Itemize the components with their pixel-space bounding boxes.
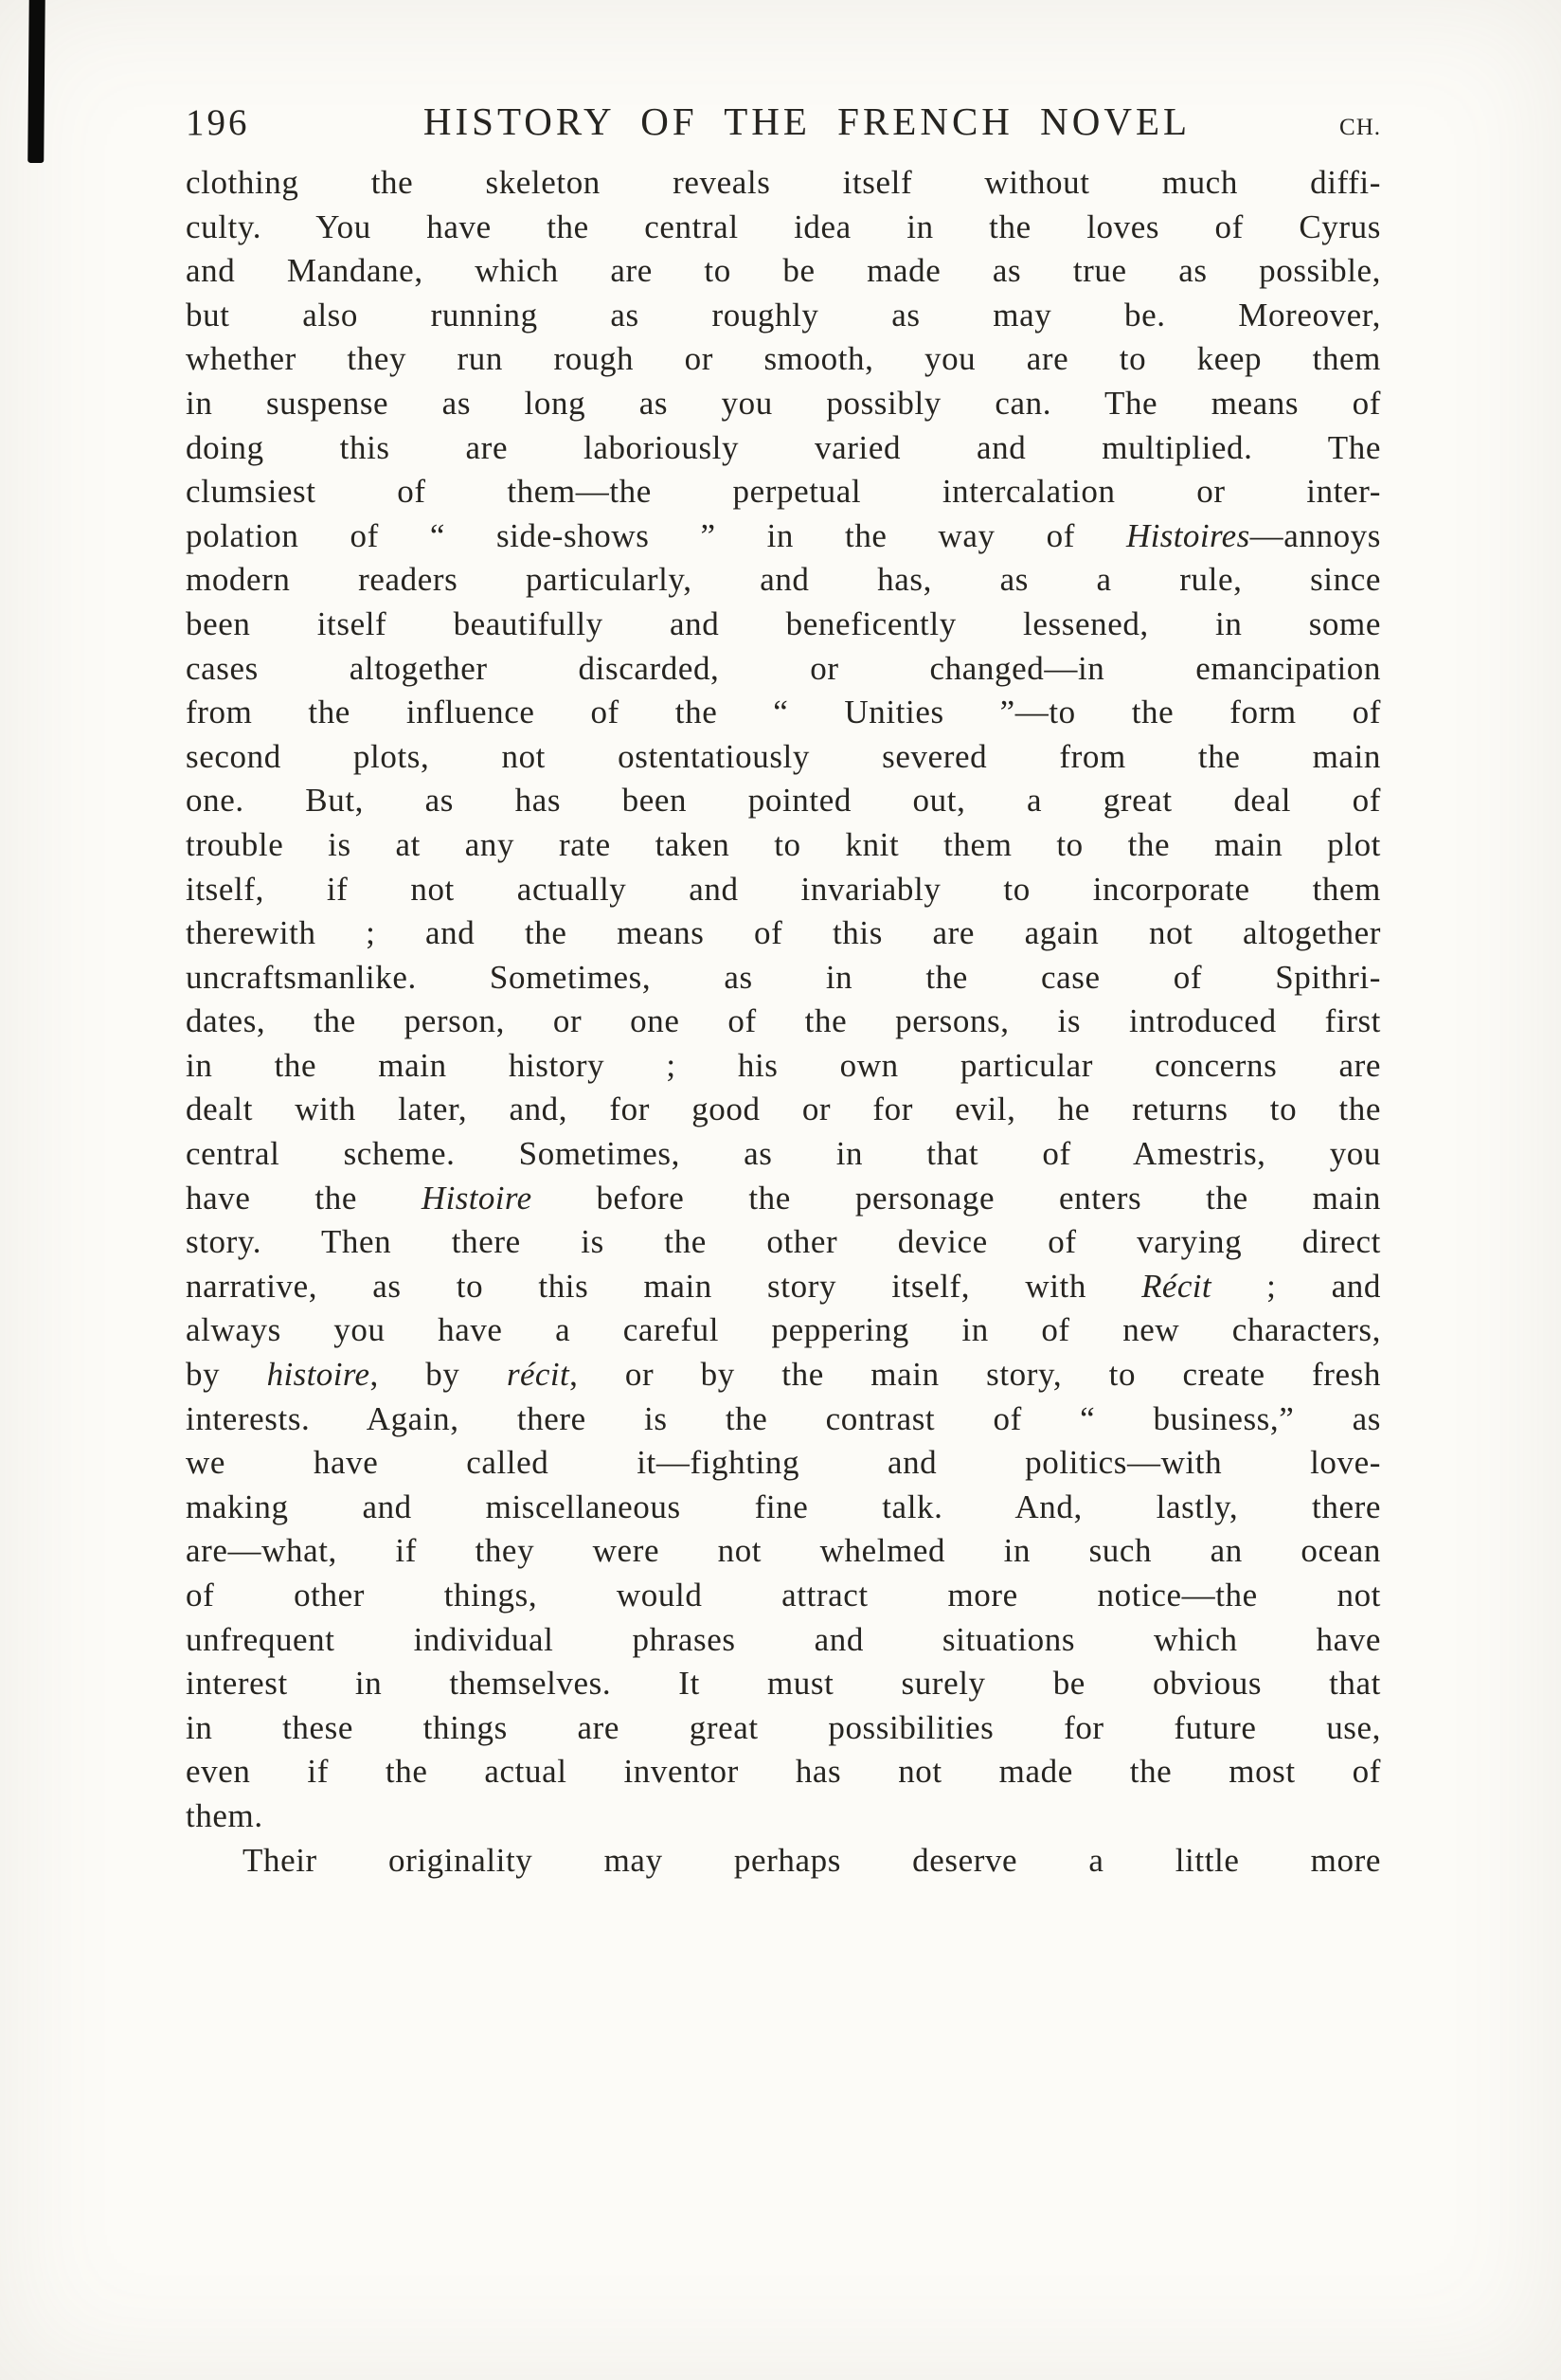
scan-artifact-mark bbox=[27, 0, 45, 163]
text-line: dates, the person, or one of the persons, is introduced first bbox=[186, 1002, 1381, 1040]
text-line: therewith ; and the means of this are again not altogether bbox=[186, 914, 1381, 952]
text-block bbox=[186, 161, 1381, 1883]
italic-text: récit bbox=[506, 1356, 570, 1394]
text-line: itself, if not actually and invariably to incorporate them bbox=[186, 870, 1381, 908]
text-line: we have called it—fighting and politics—with love- bbox=[186, 1444, 1381, 1482]
text-line: been itself beautifully and beneficently lessened, in some bbox=[186, 604, 1381, 642]
italic-text: Histoire bbox=[421, 1179, 532, 1217]
text-line: even if the actual inventor has not made the most of bbox=[186, 1753, 1381, 1791]
text-line: but also running as roughly as may be. Moreover, bbox=[186, 296, 1381, 334]
text-line: in these things are great possibilities for future use, bbox=[186, 1708, 1381, 1746]
italic-text: Récit bbox=[1141, 1267, 1212, 1305]
text-line: are—what, if they were not whelmed in such an ocean bbox=[186, 1532, 1381, 1570]
text-line: interest in themselves. It must surely be obvious that bbox=[186, 1665, 1381, 1703]
text-line: culty. You have the central idea in the loves of Cyrus bbox=[186, 207, 1381, 245]
text-line: clumsiest of them—the perpetual intercalation or inter- bbox=[186, 473, 1381, 511]
running-title: HISTORY OF THE FRENCH NOVEL bbox=[422, 99, 1192, 143]
text-line: clothing the skeleton reveals itself without much diffi- bbox=[186, 164, 1381, 201]
text-line: cases altogether discarded, or changed—in emancipation bbox=[186, 649, 1381, 687]
text-line: polation of “ side-shows ” in the way of Histoires—annoys bbox=[186, 516, 1381, 554]
text-line: always you have a careful peppering in of new characters, bbox=[186, 1311, 1381, 1349]
text-line: in the main history ; his own particular concerns are bbox=[186, 1046, 1381, 1084]
page-number: 196 bbox=[186, 102, 250, 143]
text-line: interests. Again, there is the contrast of “ business,” as bbox=[186, 1399, 1381, 1437]
text-line: and Mandane, which are to be made as true as possible, bbox=[186, 252, 1381, 290]
text-line: one. But, as has been pointed out, a great deal of bbox=[186, 782, 1381, 820]
text-line: Their originality may perhaps deserve a little more bbox=[242, 1841, 1381, 1879]
text-line: story. Then there is the other device of varying direct bbox=[186, 1223, 1381, 1261]
text-line: from the influence of the “ Unities ”—to the form of bbox=[186, 694, 1381, 731]
text-line: second plots, not ostentatiously severed from the main bbox=[186, 737, 1381, 775]
text-line: in suspense as long as you possibly can. The means of bbox=[186, 384, 1381, 422]
italic-text: histoire bbox=[266, 1356, 370, 1394]
text-line: uncraftsmanlike. Sometimes, as in the case of Spithri- bbox=[186, 958, 1381, 996]
text-line: whether they run rough or smooth, you are to keep them bbox=[186, 340, 1381, 378]
text-line: modern readers particularly, and has, as a rule, since bbox=[186, 561, 1381, 599]
text-line: trouble is at any rate taken to knit them to the main plot bbox=[186, 825, 1381, 863]
text-line: of other things, would attract more notice—the not bbox=[186, 1577, 1381, 1614]
text-line: by histoire, by récit, or by the main story, to create fresh bbox=[186, 1356, 1382, 1394]
text-line: have the Histoire before the personage enters the main bbox=[186, 1179, 1382, 1217]
text-line: unfrequent individual phrases and situations which have bbox=[186, 1620, 1381, 1658]
text-line: dealt with later, and, for good or for evil, he returns to the bbox=[186, 1091, 1381, 1128]
chapter-abbrev: CH. bbox=[1339, 115, 1381, 140]
text-line: narrative, as to this main story itself, with Récit ; and bbox=[186, 1267, 1381, 1305]
running-header bbox=[186, 99, 1381, 144]
text-line: doing this are laboriously varied and multiplied. The bbox=[186, 428, 1381, 466]
text-line: central scheme. Sometimes, as in that of Amestris, you bbox=[186, 1135, 1381, 1173]
italic-text: Histoires bbox=[1125, 516, 1250, 554]
text-line: them. bbox=[186, 1796, 263, 1834]
text-line: making and miscellaneous fine talk. And, lastly, there bbox=[186, 1488, 1381, 1525]
